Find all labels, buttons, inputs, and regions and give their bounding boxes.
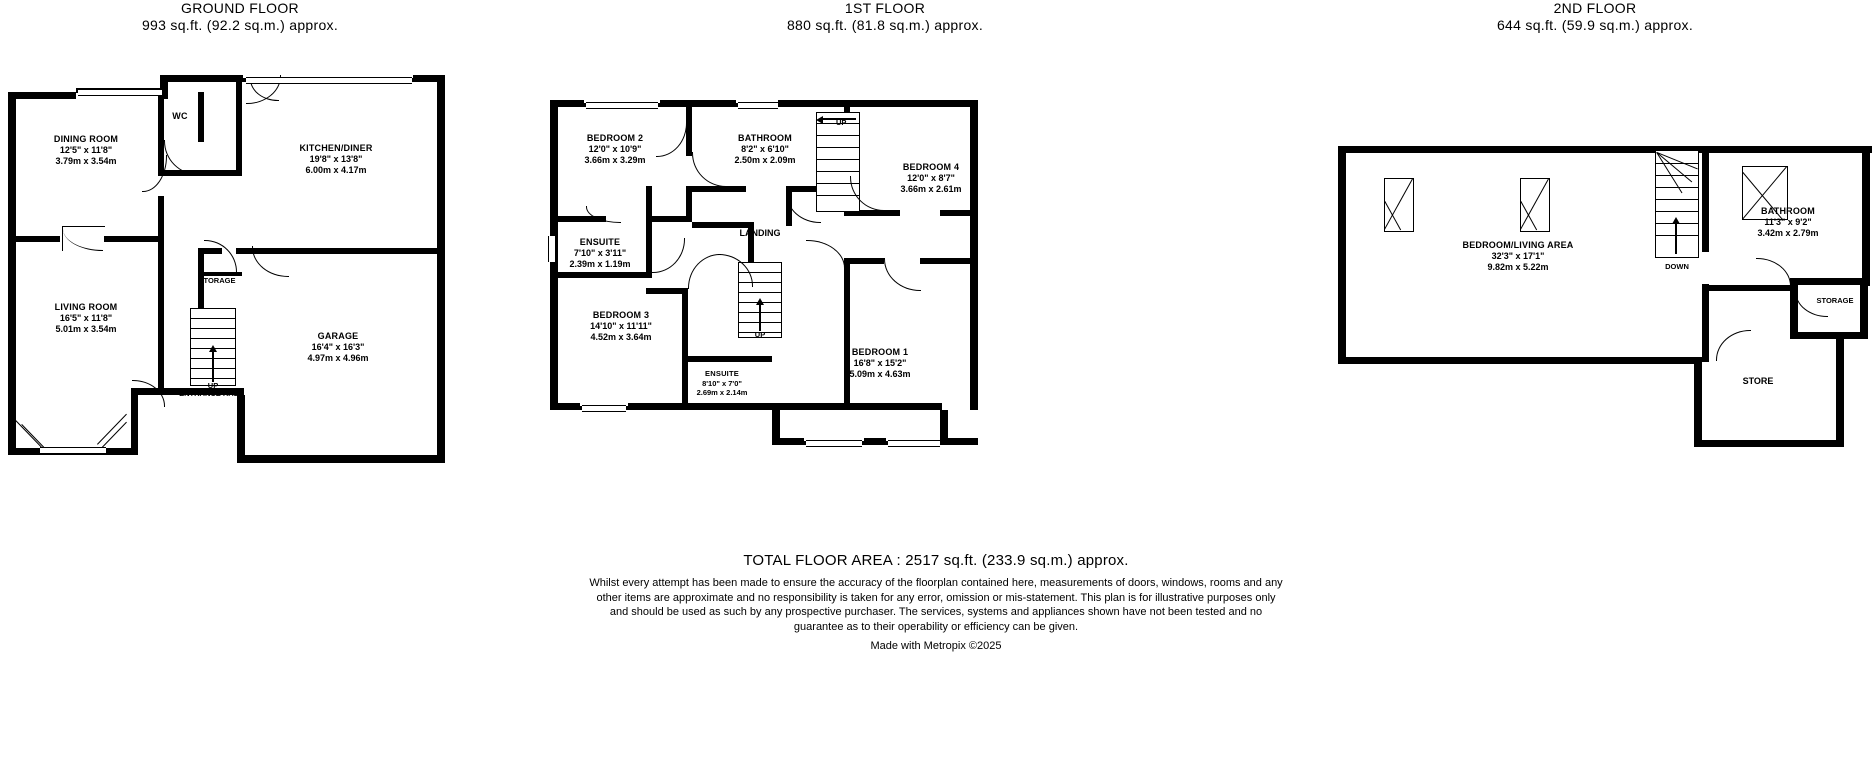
room-label-living-room: LIVING ROOM 16'5" x 11'8" 5.01m x 3.54m — [54, 302, 118, 334]
floor-title-first — [750, 0, 1020, 34]
floor-title-second-area: 644 sq.ft. (59.9 sq.m.) approx. — [1496, 17, 1694, 33]
first-up-marker-second: UP — [836, 118, 847, 127]
ground-up-marker: UP — [207, 381, 219, 390]
second-down-marker: DOWN — [1665, 262, 1689, 271]
room-label-entrance-hall: ENTRANCE HALL — [179, 389, 243, 398]
floor-title-second — [1460, 0, 1730, 34]
made-with-credit: Made with Metropix ©2025 — [870, 640, 1002, 652]
room-label-ensuite-left: ENSUITE 7'10" x 3'11" 2.39m x 1.19m — [569, 237, 631, 269]
room-label-bedroom-living-area: BEDROOM/LIVING AREA 32'3" x 17'1" 9.82m x 5.22m — [1462, 240, 1574, 272]
room-label-garage: GARAGE 16'4" x 16'3" 4.97m x 4.96m — [307, 331, 369, 363]
floor-title-first-area: 880 sq.ft. (81.8 sq.m.) approx. — [786, 17, 984, 33]
room-label-ensuite-bottom: ENSUITE 8'10" x 7'0" 2.69m x 2.14m — [696, 369, 748, 397]
room-label-bedroom-2: BEDROOM 2 12'0" x 10'9" 3.66m x 3.29m — [584, 133, 646, 165]
room-label-bedroom-1: BEDROOM 1 16'8" x 15'2" 5.09m x 4.63m — [849, 347, 911, 379]
floor-title-first-name: 1ST FLOOR — [844, 0, 926, 16]
total-floor-area: TOTAL FLOOR AREA : 2517 sq.ft. (233.9 sq.m.) approx. — [743, 552, 1129, 569]
room-label-storage-second: STORAGE — [1816, 296, 1854, 305]
room-label-bedroom-3: BEDROOM 3 14'10" x 11'11" 4.52m x 3.64m — [590, 310, 652, 342]
room-label-bathroom-second: BATHROOM 11'3" x 9'2" 3.42m x 2.79m — [1757, 206, 1819, 238]
rooflight-icon — [1384, 178, 1414, 232]
room-label-dining-room: DINING ROOM 12'5" x 11'8" 3.79m x 3.54m — [53, 134, 119, 166]
room-label-kitchen-diner: KITCHEN/DINER 19'8" x 13'8" 6.00m x 4.17m — [299, 143, 373, 175]
room-label-landing: LANDING — [739, 228, 781, 238]
first-up-marker-landing: UP — [754, 330, 766, 339]
room-label-bathroom-first: BATHROOM 8'2" x 6'10" 2.50m x 2.09m — [734, 133, 796, 165]
rooflight-icon — [1520, 178, 1550, 232]
floor-title-ground-area: 993 sq.ft. (92.2 sq.m.) approx. — [141, 17, 339, 33]
room-label-storage: STORAGE — [198, 276, 236, 285]
room-label-wc: WC — [172, 111, 188, 121]
floor-title-second-name: 2ND FLOOR — [1553, 0, 1637, 16]
floor-title-ground-name: GROUND FLOOR — [181, 0, 299, 16]
room-label-store: STORE — [1742, 376, 1774, 386]
disclaimer-text: Whilst every attempt has been made to ensure the accuracy of the floorplan contained here, measurements of doors, windows, rooms and any other items are approximate and no responsibility is taken for any error, omission or mis-statement. This plan is for illustrative purposes only and should be used as such by any prospective purchaser. The services, systems and appliances shown have not been tested and no guarantee as to their operability or efficiency can be given. — [589, 577, 1283, 633]
room-label-bedroom-4: BEDROOM 4 12'0" x 8'7" 3.66m x 2.61m — [900, 162, 962, 194]
floor-title-ground — [80, 0, 400, 34]
